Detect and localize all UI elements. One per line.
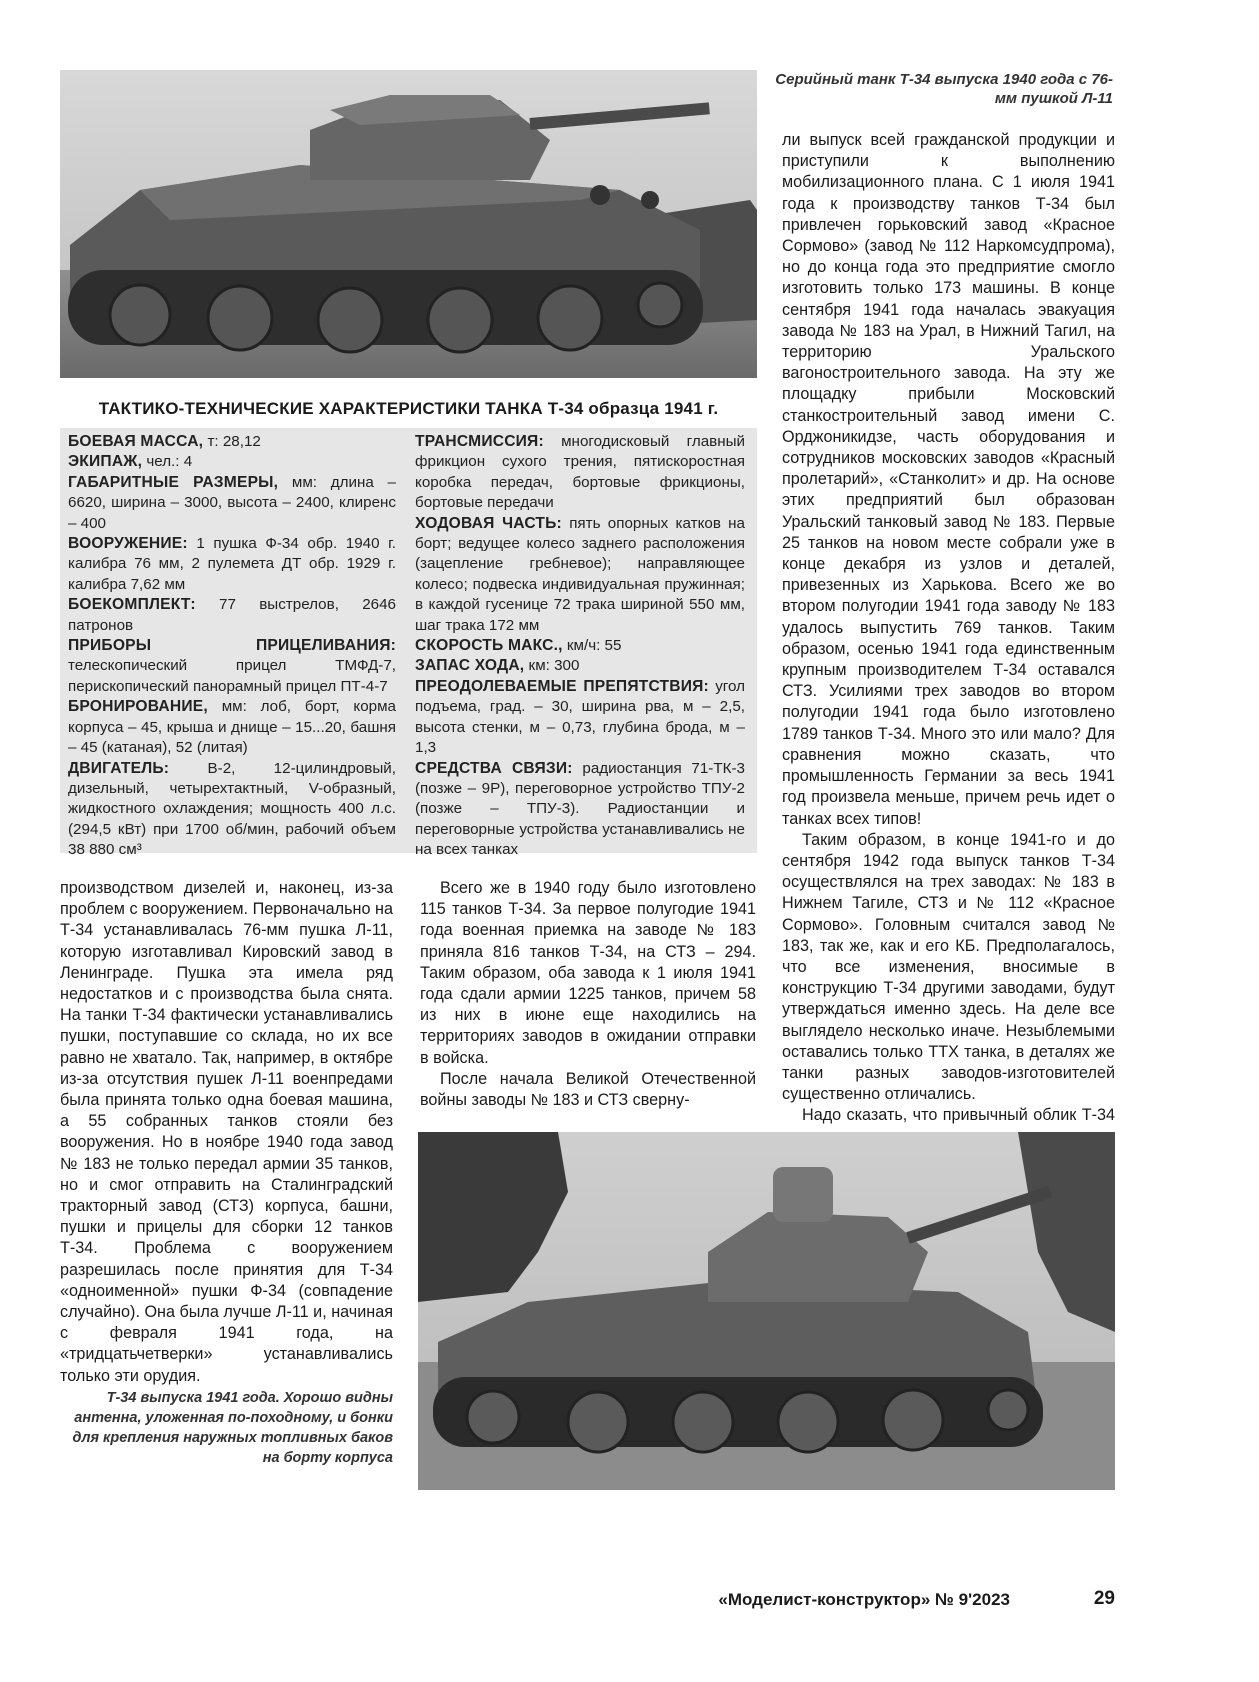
spec-value: км/ч: 55 <box>562 637 622 655</box>
spec-value: км: 300 <box>524 657 580 675</box>
spec-value: В-2, 12-цилиндровый, дизельный, четырехтактный, V-образный, жидкостного охлаждения; мощность 400 л.с. (294,5 кВт) при 1700 об/мин, рабочий объем 38 880 см³ <box>68 759 396 859</box>
spec-value: угол подъема, град. – 30, ширина рва, м – 2,5, высота стенки, м – 0,73, глубина брода, м – 1,3 <box>415 677 745 757</box>
spec-label: ЗАПАС ХОДА, <box>415 657 525 675</box>
spec-label: ХОДОВАЯ ЧАСТЬ: <box>415 514 562 532</box>
photo-top-caption: Серийный танк Т-34 выпуска 1940 года с 76-мм пушкой Л-11 <box>775 71 1113 107</box>
spec-label: ДВИГАТЕЛЬ: <box>68 759 170 777</box>
paragraph: ли выпуск всей гражданской продукции и приступили к выполнению мобилизационного плана. С 1 июля 1941 года к производству танков Т-34 был привлечен горьковский завод «Красное Сормово» (завод № 112 Наркомсудпрома), но до конца года это предприятие смогло изготовить только 173 машины. В конце сентября 1941 года началась эвакуация завода № 183 на Урал, в Нижний Тагил, на территорию Уральского вагоностроительного завода. На эту же площадку прибыли Московский станкостроительный завод имени С. Орджоникидзе, часть оборудования и сотрудников московских заводов «Красный пролетарий», «Станколит» и др. На основе этих предприятий был образован Уральский танковый завод № 183. Первые 25 танков на новом месте собрали уже в конце декабря из узлов и деталей, привезенных из Харькова. Всего же во втором полугодии 1941 года заводу № 183 удалось выпустить 769 танков. Таким образом, осенью 1941 года единственным крупным производителем Т-34 оставался СТЗ. Усилиями трех заводов во втором полугодии 1941 года было изготовлено 1789 танков Т-34. Много это или мало? Для сравнения можно сказать, что промышленность Германии за весь 1941 год произвела меньше, причем речь идет о танках всех типов! <box>782 131 1115 828</box>
spec-running-gear <box>415 514 745 636</box>
spec-label: СКОРОСТЬ МАКС., <box>415 637 563 655</box>
spec-label: ГАБАРИТНЫЕ РАЗМЕРЫ, <box>68 473 279 491</box>
spec-ammo <box>68 595 396 636</box>
spec-engine <box>68 759 396 861</box>
spec-value: чел.: 4 <box>142 453 193 471</box>
spec-value: многодисковый главный фрикцион сухого трения, пятискоростная коробка передач, бортовые фрикционы, бортовые передачи <box>415 433 745 512</box>
spec-label: ПРИБОРЫ ПРИЦЕЛИВАНИЯ: <box>68 637 396 655</box>
spec-armor <box>68 697 396 758</box>
spec-transmission <box>415 432 745 514</box>
paragraph: Всего же в 1940 году было изготовлено 115 танков Т-34. За первое полугодие 1941 года военная приемка на заводе № 183 приняла 816 танков Т-34, на СТЗ – 294. Таким образом, оба завода к 1 июля 1941 года сдали армии 1225 танков, причем 58 из них в июне еще находились на территориях заводов в ожидании отправки в войска. <box>420 879 756 1067</box>
spec-value: 1 пушка Ф-34 обр. 1940 г. калибра 76 мм, 2 пулемета ДТ обр. 1929 г. калибра 7,62 мм <box>68 535 396 593</box>
spec-value: т: 28,12 <box>203 433 261 450</box>
paragraph: После начала Великой Отечественной войны заводы № 183 и СТЗ сверну- <box>420 1069 756 1110</box>
spec-label: ВООРУЖЕНИЕ: <box>68 535 188 553</box>
spec-combat-weight <box>68 432 396 452</box>
specs-title: ТАКТИКО-ТЕХНИЧЕСКИЕ ХАРАКТЕРИСТИКИ ТАНКА Т-34 образца 1941 г. <box>98 399 719 418</box>
spec-label: БОЕВАЯ МАССА, <box>68 433 204 450</box>
middle-text-column <box>420 878 756 1111</box>
left-text-column <box>60 878 393 1387</box>
tank-photo-illustration <box>418 1132 1115 1490</box>
spec-label: БОЕКОМПЛЕКТ: <box>68 596 196 614</box>
spec-label: ЭКИПАЖ, <box>68 453 143 471</box>
paragraph: Надо сказать, что привычный облик Т-34 <box>802 1106 1115 1125</box>
spec-value: телескопический прицел ТМФД-7, перископический панорамный прицел ПТ-4-7 <box>68 657 396 695</box>
spec-crew <box>68 452 396 472</box>
tank-photo-illustration <box>60 70 757 378</box>
spec-obstacles <box>415 677 745 759</box>
photo-top-t34-1940 <box>60 70 757 378</box>
specs-left-column <box>68 432 396 861</box>
paragraph: Таким образом, в конце 1941-го и до сентября 1942 года выпуск танков Т-34 осуществлялся на трех заводах: № 183 в Нижнем Тагиле, СТЗ и № 112 «Красное Сормово». Головным считался завод № 183, так же, как и его КБ. Предполагалось, что все изменения, вносимые в конструкцию Т-34 другими заводами, будут утверждаться именно здесь. На деле все выглядело несколько иначе. Незыблемыми оставались только ТТХ танка, в деталях же танки разных заводов-изготовителей существенно отличались. <box>782 830 1115 1104</box>
spec-sights <box>68 636 396 697</box>
spec-value: 77 выстрелов, 2646 патронов <box>68 596 396 634</box>
spec-armament <box>68 534 396 595</box>
spec-communications <box>415 759 745 861</box>
photo-bottom-t34-1941 <box>418 1132 1115 1490</box>
spec-max-speed <box>415 636 745 656</box>
page-number: 29 <box>1093 1588 1115 1609</box>
right-text-column <box>782 130 1115 1148</box>
footer-magazine-title: «Моделист-конструктор» № 9'2023 <box>718 1590 1010 1609</box>
spec-range <box>415 656 745 676</box>
spec-label: БРОНИРОВАНИЕ, <box>68 698 208 716</box>
spec-dimensions <box>68 473 396 534</box>
specs-right-column <box>415 432 745 861</box>
spec-value: мм: лоб, борт, корма корпуса – 45, крыша и днище – 15...20, башня – 45 (катаная), 52 (литая) <box>68 698 396 757</box>
spec-label: СРЕДСТВА СВЯЗИ: <box>415 759 573 777</box>
spec-label: ПРЕОДОЛЕВАЕМЫЕ ПРЕПЯТСТВИЯ: <box>415 677 709 695</box>
photo-bottom-caption: Т-34 выпуска 1941 года. Хорошо видны антенна, уложенная по-походному, и бонки для крепления наружных топливных баков на борту корпуса <box>72 1390 393 1466</box>
spec-value: радиостанция 71-ТК-3 (позже – 9Р), переговорное устройство ТПУ-2 (позже – ТПУ-3). Радиостанции и переговорные устройства устанавливались не на всех танках <box>415 759 745 859</box>
spec-value: мм: длина – 6620, ширина – 3000, высота – 2400, клиренс – 400 <box>68 473 397 532</box>
spec-label: ТРАНСМИССИЯ: <box>415 433 544 450</box>
spec-value: пять опорных катков на борт; ведущее колесо заднего расположения (зацепление гребневое); направляющее колесо; подвеска индивидуальная пружинная; в каждой гусенице 72 трака шириной 550 мм, шаг трака 172 мм <box>415 514 746 634</box>
paragraph: производством дизелей и, наконец, из-за проблем с вооружением. Первоначально на Т-34 устанавливалась 76-мм пушка Л-11, которую изготавливал Кировский завод в Ленинграде. Пушка эта имела ряд недостатков и с производства была снята. На танки Т-34 фактически устанавливались пушки, поступавшие со склада, но их все равно не хватало. Так, например, в октябре из-за отсутствия пушек Л-11 военпредами была принята только одна боевая машина, а 55 собранных танков стояли без вооружения. Но в ноябре 1940 года завод № 183 не только передал армии 35 танков, но и смог отправить на Сталинградский тракторный завод (СТЗ) корпуса, башни, пушки и прицелы для сборки 12 танков Т-34. Проблема с вооружением разрешилась после принятия для Т-34 «одноименной» пушки Ф-34 (совпадение случайно). Она была лучше Л-11 и, начиная с февраля 1941 года, на «тридцатьчетверки» устанавливались только эти орудия. <box>60 879 393 1385</box>
